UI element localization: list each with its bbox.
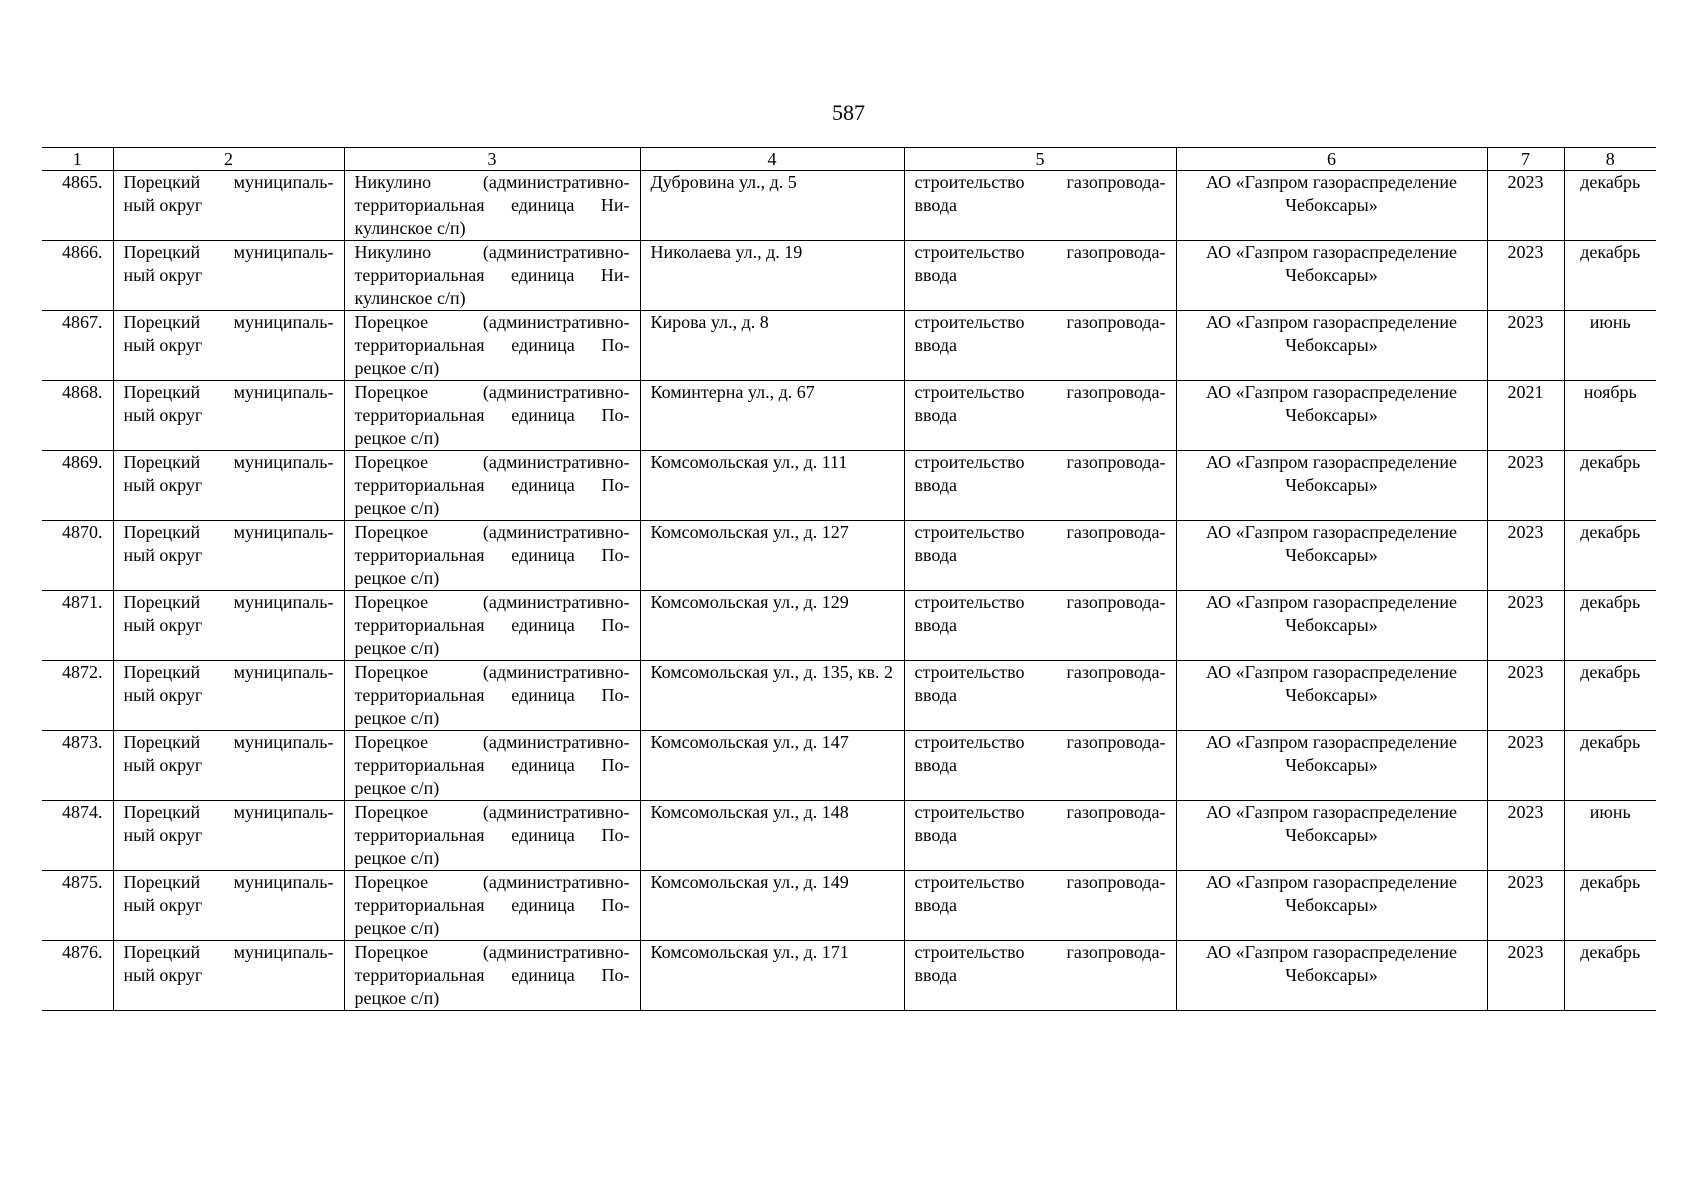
row-number-cell: 4871. (42, 591, 113, 661)
locality-cell: Порецкое (административно-территориальная единица По-рецкое с/п) (344, 661, 640, 731)
organization-cell: АО «Газпром газораспределение Чебоксары» (1176, 661, 1487, 731)
organization-cell: АО «Газпром газораспределение Чебоксары» (1176, 801, 1487, 871)
locality-cell: Порецкое (административно-территориальная единица По-рецкое с/п) (344, 381, 640, 451)
month-cell: июнь (1564, 311, 1656, 381)
district-cell: Порецкий муниципаль-ный округ (113, 661, 344, 731)
locality-cell: Порецкое (административно-территориальная единица По-рецкое с/п) (344, 801, 640, 871)
organization-cell: АО «Газпром газораспределение Чебоксары» (1176, 451, 1487, 521)
table-row (42, 451, 1656, 521)
address-cell: Дубровина ул., д. 5 (640, 171, 904, 241)
year-cell: 2023 (1487, 941, 1564, 1011)
work-type-cell: строительство газопровода-ввода (904, 941, 1176, 1011)
locality-cell: Никулино (административно-территориальная единица Ни-кулинское с/п) (344, 241, 640, 311)
address-cell: Комсомольская ул., д. 171 (640, 941, 904, 1011)
district-cell: Порецкий муниципаль-ный округ (113, 521, 344, 591)
table-row (42, 591, 1656, 661)
year-cell: 2023 (1487, 591, 1564, 661)
locality-cell: Порецкое (административно-территориальная единица По-рецкое с/п) (344, 731, 640, 801)
table-row (42, 941, 1656, 1011)
gas-pipeline-register-table (42, 147, 1656, 1011)
month-cell: декабрь (1564, 451, 1656, 521)
year-cell: 2023 (1487, 731, 1564, 801)
district-cell: Порецкий муниципаль-ный округ (113, 801, 344, 871)
work-type-cell: строительство газопровода-ввода (904, 801, 1176, 871)
work-type-cell: строительство газопровода-ввода (904, 311, 1176, 381)
row-number-cell: 4875. (42, 871, 113, 941)
row-number-cell: 4867. (42, 311, 113, 381)
year-cell: 2023 (1487, 171, 1564, 241)
year-cell: 2023 (1487, 871, 1564, 941)
work-type-cell: строительство газопровода-ввода (904, 381, 1176, 451)
row-number-cell: 4874. (42, 801, 113, 871)
table-row (42, 661, 1656, 731)
table-row (42, 241, 1656, 311)
table-row (42, 311, 1656, 381)
table-row (42, 381, 1656, 451)
month-cell: июнь (1564, 801, 1656, 871)
year-cell: 2023 (1487, 241, 1564, 311)
organization-cell: АО «Газпром газораспределение Чебоксары» (1176, 731, 1487, 801)
locality-cell: Порецкое (административно-территориальная единица По-рецкое с/п) (344, 451, 640, 521)
year-cell: 2021 (1487, 381, 1564, 451)
table-row (42, 731, 1656, 801)
column-header: 2 (113, 148, 344, 171)
row-number-cell: 4866. (42, 241, 113, 311)
address-cell: Комсомольская ул., д. 111 (640, 451, 904, 521)
month-cell: декабрь (1564, 871, 1656, 941)
row-number-cell: 4876. (42, 941, 113, 1011)
work-type-cell: строительство газопровода-ввода (904, 871, 1176, 941)
row-number-cell: 4872. (42, 661, 113, 731)
table-row (42, 801, 1656, 871)
page-number: 587 (832, 100, 865, 125)
organization-cell: АО «Газпром газораспределение Чебоксары» (1176, 521, 1487, 591)
column-header: 1 (42, 148, 113, 171)
work-type-cell: строительство газопровода-ввода (904, 171, 1176, 241)
organization-cell: АО «Газпром газораспределение Чебоксары» (1176, 171, 1487, 241)
district-cell: Порецкий муниципаль-ный округ (113, 381, 344, 451)
month-cell: декабрь (1564, 171, 1656, 241)
column-header: 7 (1487, 148, 1564, 171)
work-type-cell: строительство газопровода-ввода (904, 731, 1176, 801)
address-cell: Коминтерна ул., д. 67 (640, 381, 904, 451)
address-cell: Кирова ул., д. 8 (640, 311, 904, 381)
work-type-cell: строительство газопровода-ввода (904, 241, 1176, 311)
address-cell: Комсомольская ул., д. 147 (640, 731, 904, 801)
address-cell: Комсомольская ул., д. 148 (640, 801, 904, 871)
work-type-cell: строительство газопровода-ввода (904, 591, 1176, 661)
year-cell: 2023 (1487, 311, 1564, 381)
year-cell: 2023 (1487, 521, 1564, 591)
district-cell: Порецкий муниципаль-ный округ (113, 311, 344, 381)
work-type-cell: строительство газопровода-ввода (904, 661, 1176, 731)
work-type-cell: строительство газопровода-ввода (904, 451, 1176, 521)
locality-cell: Порецкое (административно-территориальная единица По-рецкое с/п) (344, 591, 640, 661)
organization-cell: АО «Газпром газораспределение Чебоксары» (1176, 311, 1487, 381)
organization-cell: АО «Газпром газораспределение Чебоксары» (1176, 241, 1487, 311)
row-number-cell: 4868. (42, 381, 113, 451)
row-number-cell: 4869. (42, 451, 113, 521)
district-cell: Порецкий муниципаль-ный округ (113, 941, 344, 1011)
locality-cell: Порецкое (административно-территориальная единица По-рецкое с/п) (344, 311, 640, 381)
organization-cell: АО «Газпром газораспределение Чебоксары» (1176, 381, 1487, 451)
month-cell: декабрь (1564, 591, 1656, 661)
column-header: 6 (1176, 148, 1487, 171)
column-number-row (42, 148, 1656, 171)
district-cell: Порецкий муниципаль-ный округ (113, 241, 344, 311)
district-cell: Порецкий муниципаль-ный округ (113, 591, 344, 661)
table-row (42, 171, 1656, 241)
address-cell: Комсомольская ул., д. 135, кв. 2 (640, 661, 904, 731)
district-cell: Порецкий муниципаль-ный округ (113, 171, 344, 241)
column-header: 4 (640, 148, 904, 171)
locality-cell: Порецкое (административно-территориальная единица По-рецкое с/п) (344, 941, 640, 1011)
district-cell: Порецкий муниципаль-ный округ (113, 871, 344, 941)
address-cell: Комсомольская ул., д. 149 (640, 871, 904, 941)
locality-cell: Никулино (административно-территориальная единица Ни-кулинское с/п) (344, 171, 640, 241)
district-cell: Порецкий муниципаль-ный округ (113, 451, 344, 521)
year-cell: 2023 (1487, 801, 1564, 871)
month-cell: ноябрь (1564, 381, 1656, 451)
column-header: 8 (1564, 148, 1656, 171)
locality-cell: Порецкое (административно-территориальная единица По-рецкое с/п) (344, 871, 640, 941)
month-cell: декабрь (1564, 521, 1656, 591)
address-cell: Комсомольская ул., д. 127 (640, 521, 904, 591)
locality-cell: Порецкое (административно-территориальная единица По-рецкое с/п) (344, 521, 640, 591)
year-cell: 2023 (1487, 451, 1564, 521)
table-row (42, 521, 1656, 591)
column-header: 5 (904, 148, 1176, 171)
organization-cell: АО «Газпром газораспределение Чебоксары» (1176, 871, 1487, 941)
month-cell: декабрь (1564, 241, 1656, 311)
month-cell: декабрь (1564, 731, 1656, 801)
year-cell: 2023 (1487, 661, 1564, 731)
month-cell: декабрь (1564, 941, 1656, 1011)
organization-cell: АО «Газпром газораспределение Чебоксары» (1176, 591, 1487, 661)
row-number-cell: 4870. (42, 521, 113, 591)
column-header: 3 (344, 148, 640, 171)
month-cell: декабрь (1564, 661, 1656, 731)
address-cell: Комсомольская ул., д. 129 (640, 591, 904, 661)
district-cell: Порецкий муниципаль-ный округ (113, 731, 344, 801)
row-number-cell: 4873. (42, 731, 113, 801)
address-cell: Николаева ул., д. 19 (640, 241, 904, 311)
table-row (42, 871, 1656, 941)
row-number-cell: 4865. (42, 171, 113, 241)
work-type-cell: строительство газопровода-ввода (904, 521, 1176, 591)
organization-cell: АО «Газпром газораспределение Чебоксары» (1176, 941, 1487, 1011)
